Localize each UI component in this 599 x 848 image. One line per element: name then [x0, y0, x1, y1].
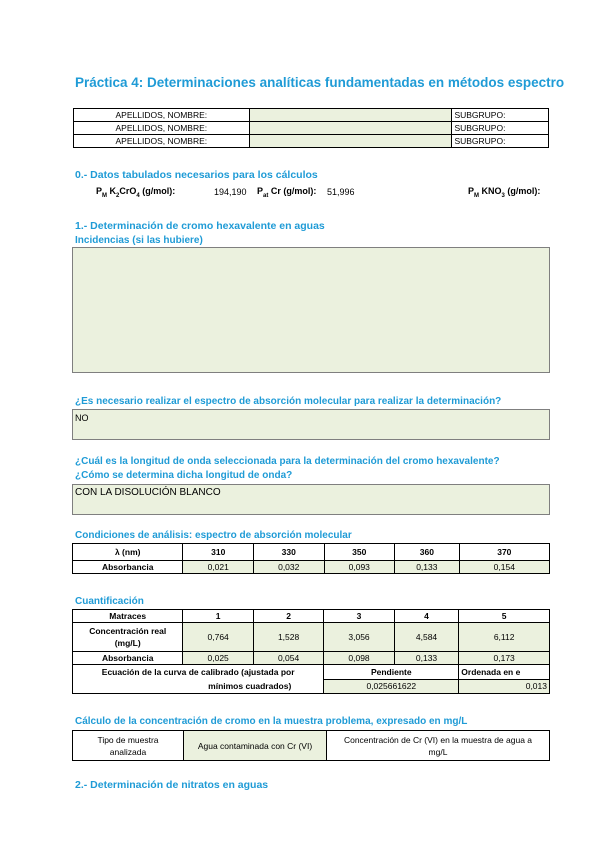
pat-cr-label: $P_{at}$ Cr (g/mol):	[257, 186, 317, 199]
table-row	[73, 610, 550, 623]
question-wavelength-how: ¿Cómo se determina dicha longitud de onda?	[75, 470, 293, 481]
incidencias-textarea[interactable]	[72, 247, 550, 373]
absorbance-cell[interactable]: 0,032	[253, 561, 324, 574]
calibration-equation-label: Ecuación de la curva de calibrado (ajustada por mínimos cuadrados)	[73, 665, 324, 694]
section-1-heading: 1.- Determinación de cromo hexavalente en aguas	[75, 220, 325, 232]
wavelength-row-label: λ (nm)	[73, 544, 183, 561]
concentration-label: Concentración real (mg/L)	[73, 623, 183, 652]
student-row	[74, 135, 549, 148]
question-spectrum: ¿Es necesario realizar el espectro de absorción molecular para realizar la determinación?	[75, 396, 502, 407]
wavelength-cell: 350	[324, 544, 395, 561]
absorbance-cell[interactable]: 0,093	[324, 561, 395, 574]
name-label: APELLIDOS, NOMBRE:	[74, 135, 250, 148]
slope-label: Pendiente	[324, 665, 459, 680]
question-wavelength: ¿Cuál es la longitud de onda seleccionada para la determinación del cromo hexavalente?	[75, 456, 500, 467]
section-0-heading: 0.- Datos tabulados necesarios para los cálculos	[75, 169, 318, 181]
quant-heading: Cuantificación	[75, 596, 144, 607]
intercept-value[interactable]: 0,013	[459, 679, 550, 694]
absorbance-cell[interactable]: 0,133	[395, 561, 460, 574]
quant-table	[72, 609, 550, 694]
wavelength-cell: 330	[253, 544, 324, 561]
calc-heading: Cálculo de la concentración de cromo en la muestra problema, expresado en mg/L	[75, 716, 468, 727]
absorbance-row-label: Absorbancia	[73, 561, 183, 574]
students-table	[73, 108, 549, 148]
concentration-cell[interactable]: 3,056	[324, 623, 394, 652]
calc-table	[72, 730, 550, 761]
spectrum-table	[72, 543, 550, 574]
pat-cr-value: 51,996	[327, 187, 355, 197]
table-row	[73, 665, 550, 680]
table-row	[73, 544, 550, 561]
pm-k2cro4-value: 194,190	[214, 187, 247, 197]
absorbance-cell[interactable]: 0,133	[394, 652, 459, 665]
pm-k2cro4-label: $P_M$ $K_2CrO_4$ (g/mol):	[96, 186, 176, 199]
sample-type-label: Tipo de muestra analizada	[73, 731, 184, 761]
student-row	[74, 122, 549, 135]
name-field[interactable]	[249, 122, 452, 135]
page-title: Práctica 4: Determinaciones analíticas fundamentadas en métodos espectro	[75, 75, 565, 90]
wavelength-cell: 360	[395, 544, 460, 561]
matraz-cell: 4	[394, 610, 459, 623]
answer-wavelength-field[interactable]: CON LA DISOLUCIÓN BLANCO	[72, 484, 550, 515]
table-row	[73, 731, 550, 761]
subgroup-label: SUBGRUPO:	[452, 135, 549, 148]
wavelength-cell: 310	[183, 544, 254, 561]
absorbance-cell[interactable]: 0,025	[183, 652, 253, 665]
subgroup-label: SUBGRUPO:	[452, 122, 549, 135]
table-row	[73, 652, 550, 665]
matraz-cell: 3	[324, 610, 394, 623]
student-row	[74, 109, 549, 122]
absorbance-cell[interactable]: 0,054	[253, 652, 323, 665]
name-field[interactable]	[249, 109, 452, 122]
table-row	[73, 561, 550, 574]
name-label: APELLIDOS, NOMBRE:	[74, 122, 250, 135]
absorbance-cell[interactable]: 0,173	[459, 652, 550, 665]
wavelength-cell: 370	[459, 544, 549, 561]
slope-value[interactable]: 0,025661622	[324, 679, 459, 694]
absorbance-cell[interactable]: 0,098	[324, 652, 394, 665]
matraz-cell: 5	[459, 610, 550, 623]
name-label: APELLIDOS, NOMBRE:	[74, 109, 250, 122]
intercept-label: Ordenada en e	[459, 665, 550, 680]
answer-spectrum-field[interactable]: NO	[72, 409, 550, 440]
pm-kno3-label: $P_M$ $KNO_3$ (g/mol):	[468, 186, 541, 199]
absorbance-cell[interactable]: 0,154	[459, 561, 549, 574]
table-row	[73, 623, 550, 652]
spectrum-heading: Condiciones de análisis: espectro de absorción molecular	[75, 530, 352, 541]
matraz-cell: 1	[183, 610, 253, 623]
absorbance-cell[interactable]: 0,021	[183, 561, 254, 574]
matraz-cell: 2	[253, 610, 323, 623]
subgroup-label: SUBGRUPO:	[452, 109, 549, 122]
concentration-cell[interactable]: 1,528	[253, 623, 323, 652]
concentration-cell[interactable]: 4,584	[394, 623, 459, 652]
concentration-cell[interactable]: 6,112	[459, 623, 550, 652]
incidencias-label: Incidencias (si las hubiere)	[75, 235, 203, 246]
section-2-heading: 2.- Determinación de nitratos en aguas	[75, 779, 269, 791]
absorbance-label: Absorbancia	[73, 652, 183, 665]
sample-type-value[interactable]: Agua contaminada con Cr (VI)	[184, 731, 327, 761]
matraces-label: Matraces	[73, 610, 183, 623]
cr-concentration-label: Concentración de Cr (VI) en la muestra de agua a mg/L	[327, 731, 550, 761]
name-field[interactable]	[249, 135, 452, 148]
concentration-cell[interactable]: 0,764	[183, 623, 253, 652]
